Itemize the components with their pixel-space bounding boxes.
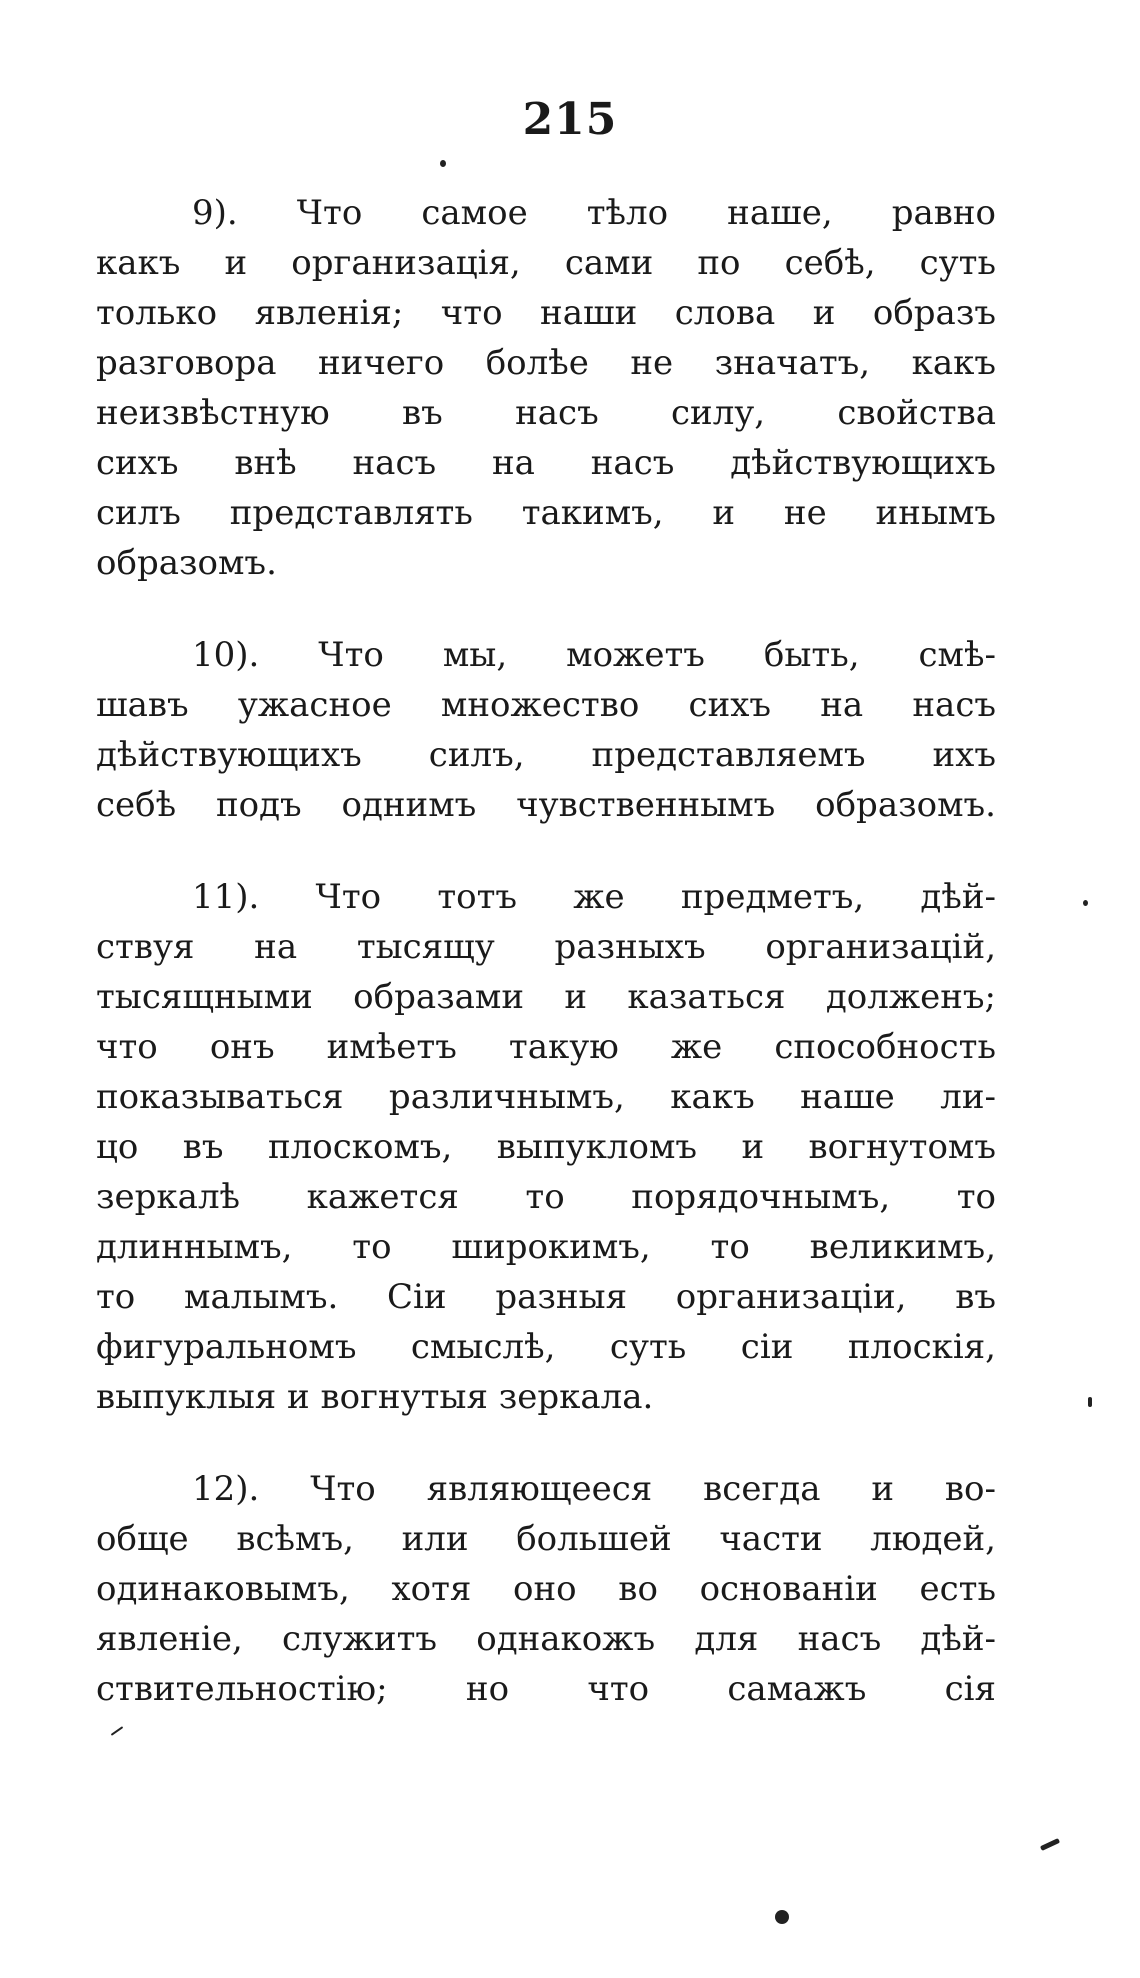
scan-speck bbox=[1088, 1397, 1092, 1407]
scan-speck bbox=[775, 1910, 789, 1924]
text-line: показываться различнымъ, какъ наше ли- bbox=[96, 1077, 996, 1117]
text-line: 9). Что самое тѣло наше, равно bbox=[192, 193, 996, 233]
text-line: что онъ имѣетъ такую же способность bbox=[96, 1027, 996, 1067]
text-line: ствуя на тысящу разныхъ организацій, bbox=[96, 927, 996, 967]
text-line: себѣ подъ однимъ чувственнымъ образомъ. bbox=[96, 785, 996, 825]
text-line: явленіе, служитъ однакожъ для насъ дѣй- bbox=[96, 1619, 996, 1659]
text-line: ствительностію; но что самажъ сія bbox=[96, 1669, 996, 1709]
text-line: шавъ ужасное множество сихъ на насъ bbox=[96, 685, 996, 725]
body-text bbox=[96, 188, 996, 1756]
text-line: образомъ. bbox=[96, 543, 277, 583]
text-line: зеркалѣ кажется то порядочнымъ, то bbox=[96, 1177, 996, 1217]
paragraph-11 bbox=[96, 872, 996, 1422]
text-line: только явленія; что наши слова и образъ bbox=[96, 293, 996, 333]
text-line: дѣйствующихъ силъ, представляемъ ихъ bbox=[96, 735, 996, 775]
text-line: сихъ внѣ насъ на насъ дѣйствующихъ bbox=[96, 443, 996, 483]
page-number: 215 bbox=[522, 94, 618, 145]
scan-speck bbox=[1040, 1838, 1060, 1851]
text-line: какъ и организація, сами по себѣ, суть bbox=[96, 243, 996, 283]
text-line: силъ представлять такимъ, и не инымъ bbox=[96, 493, 996, 533]
text-line: разговора ничего болѣе не значатъ, какъ bbox=[96, 343, 996, 383]
text-line: то малымъ. Сіи разныя организаціи, въ bbox=[96, 1277, 996, 1317]
paragraph-9 bbox=[96, 188, 996, 588]
text-line: цо въ плоскомъ, выпукломъ и вогнутомъ bbox=[96, 1127, 996, 1167]
text-line: 11). Что тотъ же предметъ, дѣй- bbox=[192, 877, 996, 917]
text-line: одинаковымъ, хотя оно во основаніи есть bbox=[96, 1569, 996, 1609]
text-line: 12). Что являющееся всегда и во- bbox=[192, 1469, 996, 1509]
scan-speck bbox=[440, 160, 446, 167]
text-line: 10). Что мы, можетъ быть, смѣ- bbox=[192, 635, 996, 675]
scan-speck bbox=[1083, 900, 1088, 906]
paragraph-12 bbox=[96, 1464, 996, 1714]
text-line: тысящными образами и казаться долженъ; bbox=[96, 977, 996, 1017]
text-line: фигуральномъ смыслѣ, суть сіи плоскія, bbox=[96, 1327, 996, 1367]
text-line: обще всѣмъ, или большей части людей, bbox=[96, 1519, 996, 1559]
text-line: длиннымъ, то широкимъ, то великимъ, bbox=[96, 1227, 996, 1267]
text-line: выпуклыя и вогнутыя зеркала. bbox=[96, 1377, 654, 1417]
text-line: неизвѣстную въ насъ силу, свойства bbox=[96, 393, 996, 433]
paragraph-10 bbox=[96, 630, 996, 830]
